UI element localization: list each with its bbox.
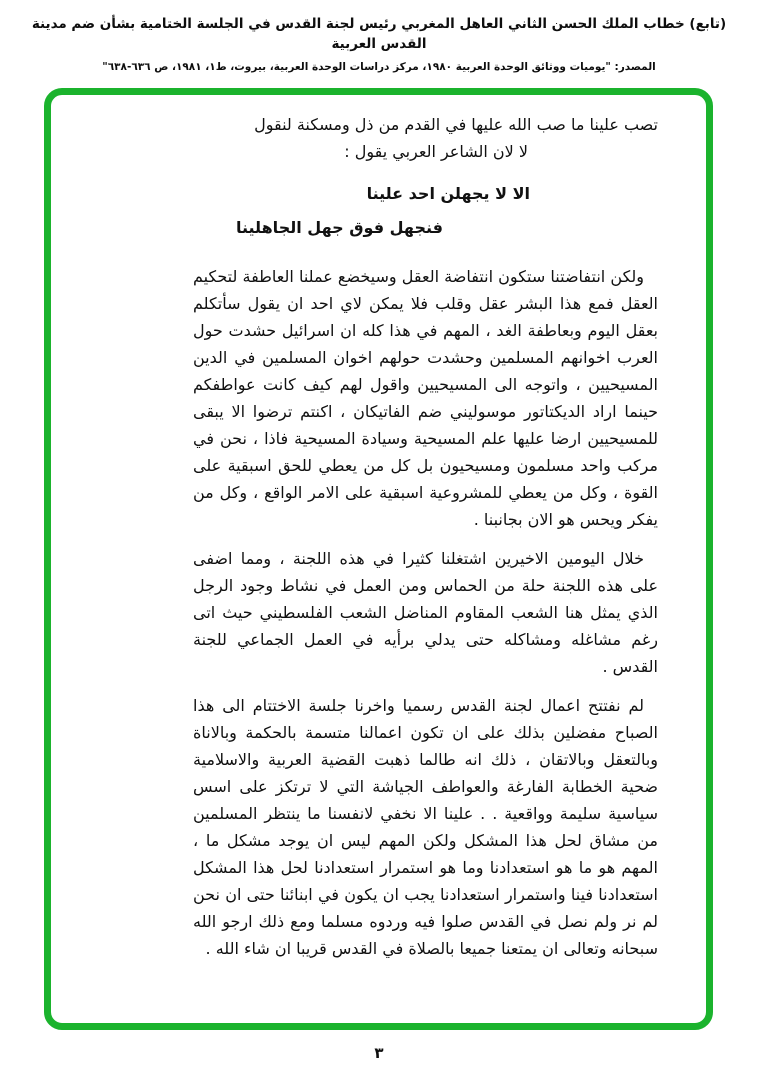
paragraph-intro-line2: لا لان الشاعر العربي يقول : xyxy=(344,142,528,161)
poetry-verse-1: الا لا يجهلن احد علينا xyxy=(366,184,530,203)
document-header xyxy=(0,14,758,73)
paragraph-intifada-of-reason: ولكن انتفاضتنا ستكون انتفاضة العقل وسيخضع عملنا العاطفة لتحكيم العقل فمع هذا البشر عقل وقلب فلا يمكن لاي احد ان يقول سأتكلم بعقل اليوم وبعاطفة الغد ، المهم في هذا كله ان اسرائيل حشدت حول العرب اخوانهم المسلمين وحشدت حولهم اخوان المسلمين في الدين المسيحيين ، واتوجه الى المسيحيين واقول لهم كيف كانت عواطفكم حينما اراد الديكتاتور موسوليني ضم الفاتيكان ، اكنتم ترضوا الا يبقى للمسيحيين ارضا عليها علم المسيحية وسيادة المسيحية فاذا ، نحن في مركب واحد مسلمون ومسيحيون بل كل من يعطي للحق اسبقية على القوة ، وكل من يعطي للمشروعية اسبقية على الامر الواقع ، وكل من يفكر ويحس هو الان بجانبنا . xyxy=(193,267,658,529)
poetry-quote xyxy=(193,179,658,243)
document-title: (تابع) خطاب الملك الحسن الثاني العاهل المغربي رئيس لجنة القدس في الجلسة الختامية بشأن ضم مدينة القدس العربية xyxy=(31,16,727,53)
poetry-verse-2: فنجهل فوق جهل الجاهلينا xyxy=(235,218,443,237)
paragraph-intro xyxy=(193,111,658,165)
paragraph-closing-session: لم نفتتح اعمال لجنة القدس رسميا واخرنا جلسة الاختتام الى هذا الصباح مفضلين بذلك على ان تكون اعمالنا متسمة بالحكمة وبالاناة وبالتعقل وبالاتقان ، ذلك انه طالما ذهبت القضية العربية والاسلامية ضحية الخطابة الفارغة والعواطف الجياشة التي لا ترتكز على اسس سياسية سليمة وواقعية . . علينا الا نخفي لانفسنا ما ينتظر المسلمين من مشاق لحل هذا المشكل ولكن المهم ليس ان يوجد مشكل ما ، المهم هو ما هو استعدادنا وما هو استمرار استعدادنا لحل هذا المشكل استعدادنا فينا واستمرار استعدادنا يجب ان يكون في ابنائنا حتى ان نحن لم نر ولم نصل في القدس صلوا فيه وردوه مسلما ومع ذلك ارجو الله سبحانه وتعالى ان يمتعنا جميعا بالصلاة في القدس قريبا ان شاء الله . xyxy=(193,696,658,958)
paragraph-intro-line1: تصب علينا ما صب الله عليها في القدم من ذل ومسكنة لنقول xyxy=(254,115,658,134)
source-citation: المصدر: "يوميات ووثائق الوحدة العربية ١٩٨٠، مركز دراسات الوحدة العربية، بيروت، ط١، ١٩٨١، ص ٦٣٦-٦٣٨" xyxy=(102,60,656,73)
speech-text-block xyxy=(193,111,658,974)
green-frame-box xyxy=(44,88,713,1030)
paragraph-committee-work: خلال اليومين الاخيرين اشتغلنا كثيرا في هذه اللجنة ، ومما اضفى على هذه اللجنة حلة من الحماس ومن العمل في نشاط وجود الرجل الذي يمثل هنا الشعب المقاوم المناضل الشعب الفلسطيني حيث اتى رغم مشاغله ومشاكله حتى يدلي برأيه في العمل الجماعي للجنة القدس . xyxy=(193,549,658,676)
page-number: ٣ xyxy=(374,1044,384,1062)
